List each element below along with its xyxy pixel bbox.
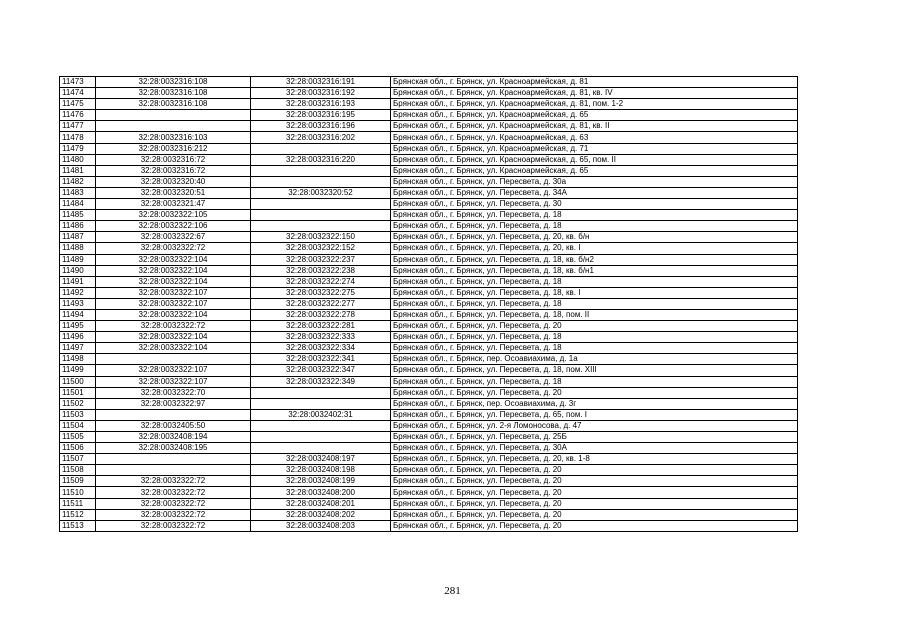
table-row <box>60 509 798 520</box>
parent-cadastral-number-cell: 32:28:0032322:106 <box>96 221 251 232</box>
parent-cadastral-number-cell: 32:28:0032320:51 <box>96 187 251 198</box>
table-row <box>60 476 798 487</box>
cadastral-number-cell <box>251 398 391 409</box>
address-cell: Брянская обл., г. Брянск, ул. Пересвета, д. 25Б <box>391 432 798 443</box>
row-number-cell: 11485 <box>60 210 96 221</box>
parent-cadastral-number-cell <box>96 354 251 365</box>
row-number-cell: 11503 <box>60 409 96 420</box>
address-cell: Брянская обл., г. Брянск, ул. Пересвета, д. 18 <box>391 221 798 232</box>
property-table <box>59 76 798 532</box>
parent-cadastral-number-cell: 32:28:0032322:107 <box>96 376 251 387</box>
row-number-cell: 11500 <box>60 376 96 387</box>
row-number-cell: 11488 <box>60 243 96 254</box>
address-cell: Брянская обл., г. Брянск, ул. Пересвета, д. 20 <box>391 487 798 498</box>
parent-cadastral-number-cell: 32:28:0032322:104 <box>96 343 251 354</box>
table-row <box>60 365 798 376</box>
parent-cadastral-number-cell: 32:28:0032408:195 <box>96 443 251 454</box>
address-cell: Брянская обл., г. Брянск, ул. Пересвета, д. 20 <box>391 509 798 520</box>
cadastral-number-cell: 32:28:0032322:274 <box>251 276 391 287</box>
parent-cadastral-number-cell <box>96 409 251 420</box>
property-table-body <box>60 77 798 532</box>
address-cell: Брянская обл., г. Брянск, ул. Красноармейская, д. 81 <box>391 77 798 88</box>
cadastral-number-cell <box>251 443 391 454</box>
parent-cadastral-number-cell: 32:28:0032321:47 <box>96 199 251 210</box>
cadastral-number-cell: 32:28:0032320:52 <box>251 187 391 198</box>
cadastral-number-cell: 32:28:0032316:195 <box>251 110 391 121</box>
table-row <box>60 343 798 354</box>
cadastral-number-cell: 32:28:0032408:199 <box>251 476 391 487</box>
table-row <box>60 443 798 454</box>
address-cell: Брянская обл., г. Брянск, ул. Пересвета, д. 18 <box>391 332 798 343</box>
row-number-cell: 11511 <box>60 498 96 509</box>
cadastral-number-cell: 32:28:0032322:150 <box>251 232 391 243</box>
table-row <box>60 498 798 509</box>
row-number-cell: 11476 <box>60 110 96 121</box>
row-number-cell: 11478 <box>60 132 96 143</box>
parent-cadastral-number-cell: 32:28:0032320:40 <box>96 176 251 187</box>
cadastral-number-cell: 32:28:0032322:349 <box>251 376 391 387</box>
table-row <box>60 99 798 110</box>
cadastral-number-cell: 32:28:0032322:275 <box>251 287 391 298</box>
table-row <box>60 376 798 387</box>
address-cell: Брянская обл., г. Брянск, ул. Пересвета, д. 20 <box>391 476 798 487</box>
parent-cadastral-number-cell: 32:28:0032322:104 <box>96 309 251 320</box>
parent-cadastral-number-cell: 32:28:0032316:72 <box>96 165 251 176</box>
table-row <box>60 132 798 143</box>
row-number-cell: 11513 <box>60 520 96 531</box>
table-row <box>60 287 798 298</box>
row-number-cell: 11508 <box>60 465 96 476</box>
cadastral-number-cell: 32:28:0032408:201 <box>251 498 391 509</box>
table-row <box>60 309 798 320</box>
table-row <box>60 221 798 232</box>
address-cell: Брянская обл., г. Брянск, ул. Красноармейская, д. 81, кв. IV <box>391 88 798 99</box>
cadastral-number-cell <box>251 199 391 210</box>
row-number-cell: 11480 <box>60 154 96 165</box>
parent-cadastral-number-cell: 32:28:0032408:194 <box>96 432 251 443</box>
row-number-cell: 11484 <box>60 199 96 210</box>
address-cell: Брянская обл., г. Брянск, ул. Пересвета, д. 65, пом. I <box>391 409 798 420</box>
row-number-cell: 11504 <box>60 420 96 431</box>
table-row <box>60 143 798 154</box>
row-number-cell: 11481 <box>60 165 96 176</box>
table-row <box>60 276 798 287</box>
table-row <box>60 321 798 332</box>
parent-cadastral-number-cell: 32:28:0032322:72 <box>96 520 251 531</box>
row-number-cell: 11510 <box>60 487 96 498</box>
parent-cadastral-number-cell: 32:28:0032322:72 <box>96 476 251 487</box>
address-cell: Брянская обл., г. Брянск, ул. Пересвета, д. 30а <box>391 176 798 187</box>
address-cell: Брянская обл., г. Брянск, ул. Пересвета, д. 18, кв. б/н1 <box>391 265 798 276</box>
address-cell: Брянская обл., г. Брянск, ул. Красноармейская, д. 81, кв. II <box>391 121 798 132</box>
parent-cadastral-number-cell <box>96 465 251 476</box>
cadastral-number-cell <box>251 210 391 221</box>
cadastral-number-cell: 32:28:0032408:203 <box>251 520 391 531</box>
table-row <box>60 165 798 176</box>
parent-cadastral-number-cell: 32:28:0032316:108 <box>96 88 251 99</box>
table-row <box>60 77 798 88</box>
cadastral-number-cell: 32:28:0032316:202 <box>251 132 391 143</box>
address-cell: Брянская обл., г. Брянск, ул. Пересвета, д. 18, кв. б/н2 <box>391 254 798 265</box>
row-number-cell: 11493 <box>60 298 96 309</box>
address-cell: Брянская обл., г. Брянск, ул. Пересвета, д. 34А <box>391 187 798 198</box>
parent-cadastral-number-cell: 32:28:0032405:50 <box>96 420 251 431</box>
row-number-cell: 11477 <box>60 121 96 132</box>
cadastral-number-cell <box>251 143 391 154</box>
row-number-cell: 11490 <box>60 265 96 276</box>
cadastral-number-cell <box>251 387 391 398</box>
address-cell: Брянская обл., г. Брянск, ул. Пересвета, д. 20, кв. 1-8 <box>391 454 798 465</box>
parent-cadastral-number-cell: 32:28:0032316:103 <box>96 132 251 143</box>
cadastral-number-cell: 32:28:0032408:198 <box>251 465 391 476</box>
table-row <box>60 387 798 398</box>
address-cell: Брянская обл., г. Брянск, ул. Пересвета, д. 20 <box>391 387 798 398</box>
address-cell: Брянская обл., г. Брянск, ул. Пересвета, д. 18 <box>391 210 798 221</box>
table-row <box>60 420 798 431</box>
parent-cadastral-number-cell: 32:28:0032322:70 <box>96 387 251 398</box>
table-row <box>60 487 798 498</box>
parent-cadastral-number-cell: 32:28:0032322:72 <box>96 487 251 498</box>
row-number-cell: 11502 <box>60 398 96 409</box>
parent-cadastral-number-cell: 32:28:0032322:72 <box>96 509 251 520</box>
row-number-cell: 11509 <box>60 476 96 487</box>
address-cell: Брянская обл., г. Брянск, ул. Пересвета, д. 18, пом. II <box>391 309 798 320</box>
row-number-cell: 11482 <box>60 176 96 187</box>
cadastral-number-cell <box>251 221 391 232</box>
parent-cadastral-number-cell: 32:28:0032316:108 <box>96 77 251 88</box>
address-cell: Брянская обл., г. Брянск, ул. Пересвета, д. 20 <box>391 321 798 332</box>
table-row <box>60 354 798 365</box>
table-row <box>60 121 798 132</box>
table-row <box>60 176 798 187</box>
table-row <box>60 409 798 420</box>
cadastral-number-cell: 32:28:0032322:281 <box>251 321 391 332</box>
table-row <box>60 432 798 443</box>
parent-cadastral-number-cell: 32:28:0032322:107 <box>96 365 251 376</box>
parent-cadastral-number-cell: 32:28:0032316:108 <box>96 99 251 110</box>
parent-cadastral-number-cell: 32:28:0032322:104 <box>96 254 251 265</box>
table-row <box>60 520 798 531</box>
address-cell: Брянская обл., г. Брянск, ул. Пересвета, д. 30 <box>391 199 798 210</box>
row-number-cell: 11474 <box>60 88 96 99</box>
address-cell: Брянская обл., г. Брянск, ул. Пересвета, д. 20, кв. I <box>391 243 798 254</box>
row-number-cell: 11487 <box>60 232 96 243</box>
parent-cadastral-number-cell: 32:28:0032322:105 <box>96 210 251 221</box>
table-row <box>60 298 798 309</box>
row-number-cell: 11498 <box>60 354 96 365</box>
address-cell: Брянская обл., г. Брянск, ул. Красноармейская, д. 81, пом. 1-2 <box>391 99 798 110</box>
row-number-cell: 11497 <box>60 343 96 354</box>
row-number-cell: 11507 <box>60 454 96 465</box>
address-cell: Брянская обл., г. Брянск, ул. Красноармейская, д. 65 <box>391 165 798 176</box>
parent-cadastral-number-cell <box>96 454 251 465</box>
parent-cadastral-number-cell: 32:28:0032316:212 <box>96 143 251 154</box>
parent-cadastral-number-cell <box>96 121 251 132</box>
table-row <box>60 88 798 99</box>
parent-cadastral-number-cell: 32:28:0032316:72 <box>96 154 251 165</box>
table-row <box>60 187 798 198</box>
row-number-cell: 11496 <box>60 332 96 343</box>
parent-cadastral-number-cell: 32:28:0032322:104 <box>96 265 251 276</box>
parent-cadastral-number-cell <box>96 110 251 121</box>
cadastral-number-cell: 32:28:0032316:220 <box>251 154 391 165</box>
address-cell: Брянская обл., г. Брянск, пер. Осоавиахима, д. 3г <box>391 398 798 409</box>
table-row <box>60 232 798 243</box>
parent-cadastral-number-cell: 32:28:0032322:72 <box>96 243 251 254</box>
row-number-cell: 11506 <box>60 443 96 454</box>
row-number-cell: 11473 <box>60 77 96 88</box>
cadastral-number-cell: 32:28:0032322:341 <box>251 354 391 365</box>
row-number-cell: 11475 <box>60 99 96 110</box>
table-row <box>60 454 798 465</box>
address-cell: Брянская обл., г. Брянск, ул. Пересвета, д. 20, кв. б/н <box>391 232 798 243</box>
page-number: 281 <box>444 585 461 597</box>
row-number-cell: 11483 <box>60 187 96 198</box>
table-row <box>60 210 798 221</box>
row-number-cell: 11489 <box>60 254 96 265</box>
address-cell: Брянская обл., г. Брянск, ул. Пересвета, д. 18 <box>391 276 798 287</box>
row-number-cell: 11501 <box>60 387 96 398</box>
cadastral-number-cell: 32:28:0032316:196 <box>251 121 391 132</box>
parent-cadastral-number-cell: 32:28:0032322:107 <box>96 287 251 298</box>
address-cell: Брянская обл., г. Брянск, пер. Осоавиахима, д. 1а <box>391 354 798 365</box>
cadastral-number-cell: 32:28:0032322:277 <box>251 298 391 309</box>
row-number-cell: 11505 <box>60 432 96 443</box>
address-cell: Брянская обл., г. Брянск, ул. Красноармейская, д. 65 <box>391 110 798 121</box>
cadastral-number-cell: 32:28:0032322:347 <box>251 365 391 376</box>
row-number-cell: 11495 <box>60 321 96 332</box>
cadastral-number-cell: 32:28:0032322:238 <box>251 265 391 276</box>
cadastral-number-cell: 32:28:0032402:31 <box>251 409 391 420</box>
address-cell: Брянская обл., г. Брянск, ул. Красноармейская, д. 63 <box>391 132 798 143</box>
cadastral-number-cell <box>251 176 391 187</box>
address-cell: Брянская обл., г. Брянск, ул. 2-я Ломоносова, д. 47 <box>391 420 798 431</box>
cadastral-number-cell: 32:28:0032408:200 <box>251 487 391 498</box>
table-row <box>60 199 798 210</box>
cadastral-number-cell: 32:28:0032408:197 <box>251 454 391 465</box>
cadastral-number-cell: 32:28:0032322:334 <box>251 343 391 354</box>
table-row <box>60 265 798 276</box>
table-row <box>60 398 798 409</box>
address-cell: Брянская обл., г. Брянск, ул. Пересвета, д. 18, кв. I <box>391 287 798 298</box>
address-cell: Брянская обл., г. Брянск, ул. Пересвета, д. 18 <box>391 376 798 387</box>
parent-cadastral-number-cell: 32:28:0032322:67 <box>96 232 251 243</box>
table-row <box>60 243 798 254</box>
cadastral-number-cell: 32:28:0032322:152 <box>251 243 391 254</box>
cadastral-number-cell: 32:28:0032322:237 <box>251 254 391 265</box>
row-number-cell: 11499 <box>60 365 96 376</box>
cadastral-number-cell: 32:28:0032316:191 <box>251 77 391 88</box>
parent-cadastral-number-cell: 32:28:0032322:72 <box>96 498 251 509</box>
row-number-cell: 11512 <box>60 509 96 520</box>
address-cell: Брянская обл., г. Брянск, ул. Пересвета, д. 20 <box>391 520 798 531</box>
row-number-cell: 11491 <box>60 276 96 287</box>
row-number-cell: 11479 <box>60 143 96 154</box>
address-cell: Брянская обл., г. Брянск, ул. Пересвета, д. 20 <box>391 465 798 476</box>
cadastral-number-cell <box>251 420 391 431</box>
row-number-cell: 11486 <box>60 221 96 232</box>
cadastral-number-cell: 32:28:0032322:333 <box>251 332 391 343</box>
table-row <box>60 110 798 121</box>
address-cell: Брянская обл., г. Брянск, ул. Красноармейская, д. 65, пом. II <box>391 154 798 165</box>
parent-cadastral-number-cell: 32:28:0032322:107 <box>96 298 251 309</box>
cadastral-number-cell <box>251 432 391 443</box>
address-cell: Брянская обл., г. Брянск, ул. Пересвета, д. 30А <box>391 443 798 454</box>
cadastral-number-cell: 32:28:0032322:278 <box>251 309 391 320</box>
parent-cadastral-number-cell: 32:28:0032322:72 <box>96 321 251 332</box>
cadastral-number-cell: 32:28:0032316:193 <box>251 99 391 110</box>
row-number-cell: 11494 <box>60 309 96 320</box>
address-cell: Брянская обл., г. Брянск, ул. Пересвета, д. 18 <box>391 298 798 309</box>
parent-cadastral-number-cell: 32:28:0032322:104 <box>96 332 251 343</box>
address-cell: Брянская обл., г. Брянск, ул. Пересвета, д. 18 <box>391 343 798 354</box>
cadastral-number-cell <box>251 165 391 176</box>
table-row <box>60 332 798 343</box>
address-cell: Брянская обл., г. Брянск, ул. Красноармейская, д. 71 <box>391 143 798 154</box>
table-row <box>60 254 798 265</box>
row-number-cell: 11492 <box>60 287 96 298</box>
cadastral-number-cell: 32:28:0032316:192 <box>251 88 391 99</box>
table-row <box>60 465 798 476</box>
cadastral-number-cell: 32:28:0032408:202 <box>251 509 391 520</box>
address-cell: Брянская обл., г. Брянск, ул. Пересвета, д. 18, пом. XIII <box>391 365 798 376</box>
parent-cadastral-number-cell: 32:28:0032322:97 <box>96 398 251 409</box>
address-cell: Брянская обл., г. Брянск, ул. Пересвета, д. 20 <box>391 498 798 509</box>
parent-cadastral-number-cell: 32:28:0032322:104 <box>96 276 251 287</box>
table-row <box>60 154 798 165</box>
